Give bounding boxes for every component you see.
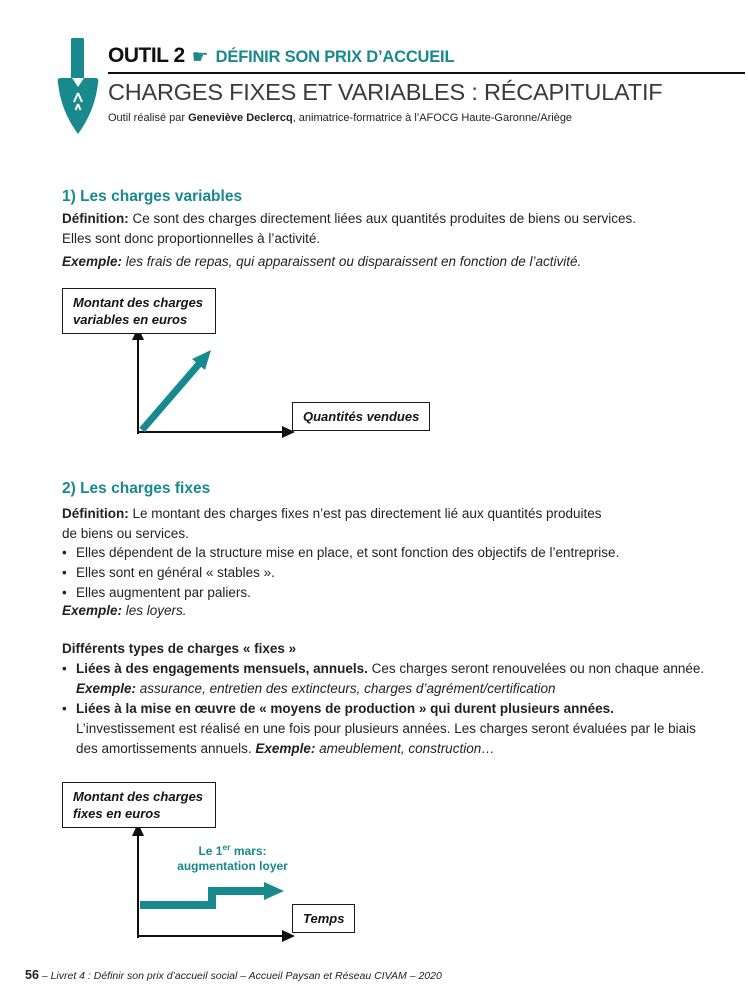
credit-line [108,112,572,124]
pointing-hand-icon: ☛ [191,47,209,68]
types-fixes-list [62,659,710,699]
page-footer [25,966,442,984]
page-number: 56 [25,968,39,982]
types-bullet-1 [62,659,710,699]
types-fixes-list-2 [62,699,710,759]
annotation-superscript: er [222,842,231,852]
example-text: les loyers. [122,603,187,618]
step-annotation [165,840,300,874]
section-fixes-bullets [62,543,710,603]
types-bullet-2-lead: Liées à la mise en œuvre de « moyens de production » qui durent plusieurs années. [76,701,614,716]
tool-number-label: OUTIL 2 [108,44,185,67]
tool-header [108,44,454,68]
footer-text: – Livret 4 : Définir son prix d’accueil social – Accueil Paysan et Réseau CIVAM – 2020 [38,970,442,982]
variable-charges-diagram [62,284,442,452]
y-axis-label-box: Montant des charges variables en euros [62,288,216,334]
rising-trend-arrow [142,364,199,430]
section-variables-heading: 1) Les charges variables [62,188,243,205]
definition-text-1: Ce sont des charges directement liées aux quantités produites de biens ou services. [128,211,637,226]
step-line [140,891,265,905]
trowel-icon [55,38,101,135]
annotation-line1-end: mars: [230,844,267,858]
section-fixes-definition [62,504,710,544]
header-divider [108,72,745,74]
bullet-item: • Elles dépendent de la structure mise en place, et sont fonction des objectifs de l’entreprise. [62,543,710,563]
fixed-charges-diagram [62,778,442,958]
section-fixes-heading: 2) Les charges fixes [62,480,211,497]
types-bullet-2-text: L’investissement est réalisé en une fois pour plusieurs années. Les charges seront évaluées par le biais des amortissements annuels. [76,721,696,756]
credit-prefix: Outil réalisé par [108,112,189,124]
definition-text-2: de biens ou services. [62,526,189,541]
definition-label: Définition: [62,506,129,521]
y-axis-label-box: Montant des charges fixes en euros [62,782,216,828]
page-title: CHARGES FIXES ET VARIABLES : RÉCAPITULATIF [108,79,663,105]
types-bullet-1-example: assurance, entretien des extincteurs, charges d’agrément/certification [136,681,556,696]
x-axis-label-box: Temps [292,904,355,933]
x-axis-label-box: Quantités vendues [292,402,430,431]
definition-text-2: Elles sont donc proportionnelles à l’activité. [62,231,321,246]
example-label: Exemple: [62,254,123,269]
types-fixes-heading: Différents types de charges « fixes » [62,641,297,656]
types-bullet-2-example: ameublement, construction… [315,741,495,756]
annotation-line2: augmentation loyer [177,859,288,873]
bullet-item: • Elles sont en général « stables ». [62,563,710,583]
definition-label: Définition: [62,211,129,226]
types-bullet-1-lead: Liées à des engagements mensuels, annuels. [76,661,368,676]
annotation-line1: Le 1 [198,844,223,858]
example-label: Exemple: [76,681,137,696]
example-text: les frais de repas, qui apparaissent ou disparaissent en fonction de l’activité. [122,254,582,269]
section-variables-example [62,252,710,272]
credit-suffix: , animatrice-formatrice à l’AFOCG Haute-Garonne/Ariège [292,112,573,124]
example-label: Exemple: [255,741,316,756]
bullet-item: • Elles augmentent par paliers. [62,583,710,603]
example-label: Exemple: [62,603,123,618]
types-bullet-2 [62,699,710,759]
types-bullet-1-text: Ces charges seront renouvelées ou non chaque année. [367,661,705,676]
credit-author: Geneviève Declercq [188,112,293,124]
section-fixes-example [62,601,710,621]
section-variables-definition [62,209,710,249]
definition-text-1: Le montant des charges fixes n’est pas directement lié aux quantités produites [128,506,602,521]
tool-title-label: DÉFINIR SON PRIX D’ACCUEIL [215,48,455,66]
step-arrowhead [264,882,284,900]
